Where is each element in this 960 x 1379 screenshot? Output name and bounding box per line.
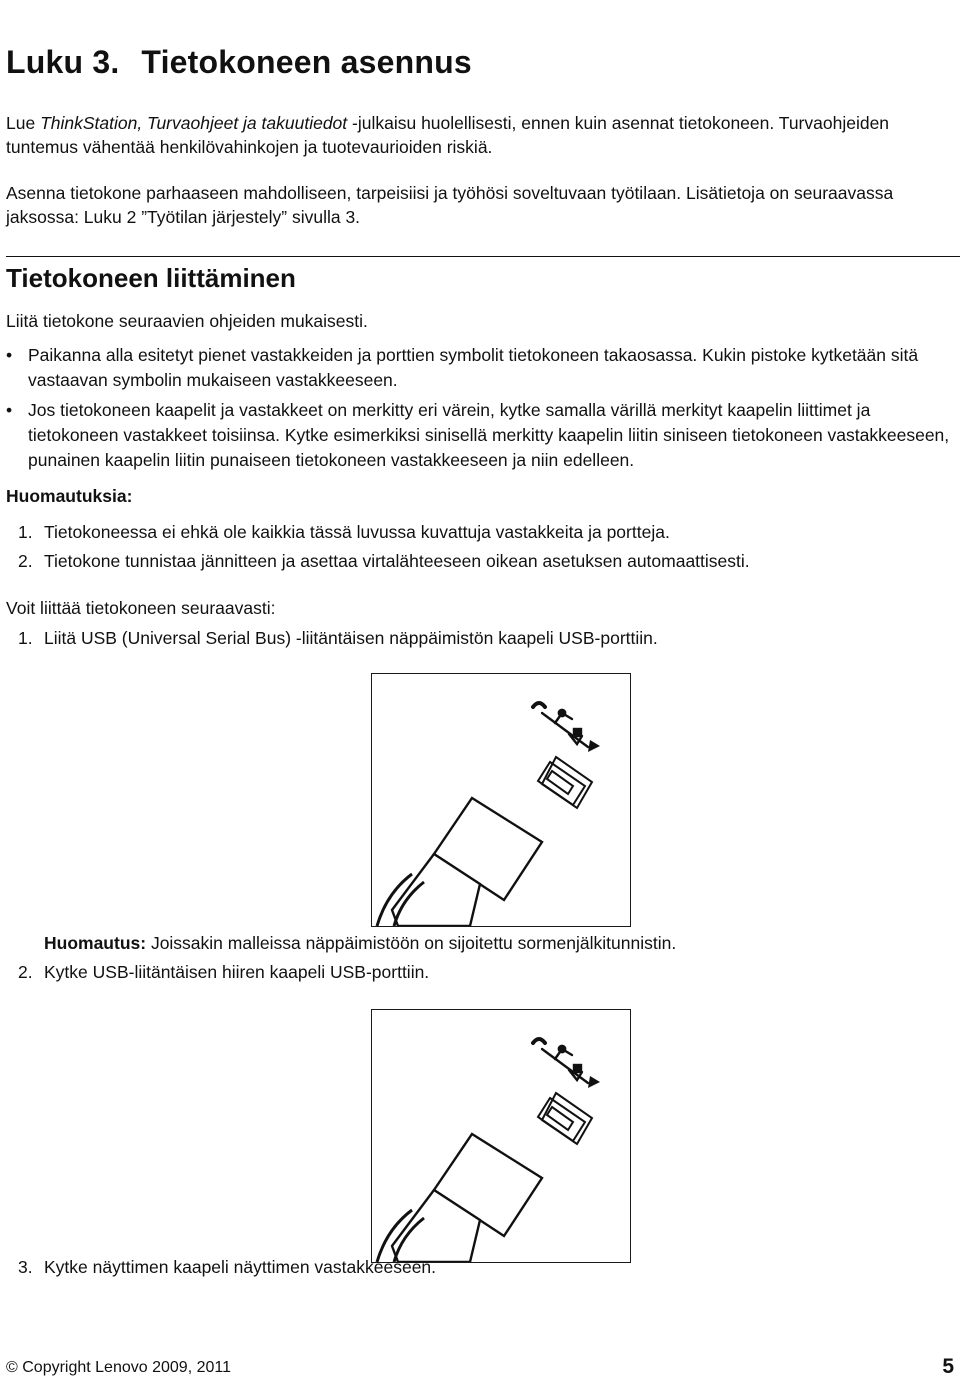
bullet-dot: • <box>6 400 13 420</box>
step1-note-label: Huomautus: <box>44 933 147 953</box>
usb-mouse-figure <box>371 1009 631 1263</box>
step-item <box>18 960 429 984</box>
note-item <box>18 520 670 544</box>
usb-keyboard-figure <box>371 673 631 927</box>
notes-heading: Huomautuksia: <box>6 486 133 506</box>
publication-title: ThinkStation, Turvaohjeet ja takuutiedot <box>40 113 348 133</box>
footer-copyright: © Copyright Lenovo 2009, 2011 <box>6 1359 231 1376</box>
step-number: 1. <box>18 628 33 648</box>
bullet-text: Jos tietokoneen kaapelit ja vastakkeet on merkitty eri värein, kytke samalla värillä merkityt kaapelin liittimet ja tietokoneen vastakkeet toisiinsa. Kytke esimerkiksi sinisellä merkitty kaapelin liitin siniseen tietokoneen vastakkeeseen, punainen kaapelin liitin punaiseen tietokoneen vastakkeeseen ja niin edelleen. <box>28 400 950 470</box>
intro-paragraph-2: Asenna tietokone parhaaseen mahdolliseen, tarpeisiisi ja työhösi soveltuvaan työtilaan. Lisätietoja on seuraavassa jaksossa: Luku 2 ”Työtilan järjestely” sivulla 3. <box>6 183 894 227</box>
bullet-item <box>6 398 956 473</box>
usb-port <box>538 1093 592 1144</box>
chapter-number: Luku 3. <box>6 44 120 80</box>
step1-note <box>44 931 676 955</box>
step-number: 3. <box>18 1257 33 1277</box>
note-text: Tietokone tunnistaa jännitteen ja asettaa virtalähteeseen oikean asetuksen automaattisesti. <box>44 551 750 571</box>
bullet-text: Paikanna alla esitetyt pienet vastakkeiden ja porttien symbolit tietokoneen takaosassa. Kukin pistoke kytketään sitä vastaavan symbolin mukaiseen vastakkeeseen. <box>28 345 919 390</box>
step-item <box>18 1255 436 1279</box>
page-number: 5 <box>942 1355 954 1378</box>
step-item <box>18 626 658 650</box>
step-text: Liitä USB (Universal Serial Bus) -liitäntäisen näppäimistön kaapeli USB-porttiin. <box>44 628 658 648</box>
usb-connection-illustration <box>372 674 630 926</box>
note-number: 1. <box>18 522 33 542</box>
usb-connection-illustration <box>372 1010 630 1262</box>
usb-icon <box>533 703 600 752</box>
intro-paragraph-1 <box>6 111 956 159</box>
usb-icon <box>533 1039 600 1088</box>
section-rule <box>6 256 960 257</box>
steps-lead: Voit liittää tietokoneen seuraavasti: <box>6 598 276 618</box>
note-text: Tietokoneessa ei ehkä ole kaikkia tässä luvussa kuvattuja vastakkeita ja portteja. <box>44 522 670 542</box>
intro-text-before: Lue <box>6 113 41 133</box>
chapter-title <box>6 44 472 81</box>
note-item <box>18 549 750 573</box>
step-text: Kytke USB-liitäntäisen hiiren kaapeli USB-porttiin. <box>44 962 430 982</box>
section-lead: Liitä tietokone seuraavien ohjeiden mukaisesti. <box>6 311 368 331</box>
bullet-dot: • <box>6 345 13 365</box>
section-title: Tietokoneen liittäminen <box>6 263 296 293</box>
note-number: 2. <box>18 551 33 571</box>
chapter-name: Tietokoneen asennus <box>141 44 472 80</box>
bullet-item <box>6 343 956 393</box>
usb-cable-connector <box>377 798 542 926</box>
intro-text-after: -julkaisu huolellisesti, ennen kuin asennat tietokoneen. Turvaohjeiden tuntemus vähentää henkilövahinkojen ja tuotevaurioiden riskiä. <box>6 113 890 157</box>
usb-cable-connector <box>377 1134 542 1262</box>
usb-port <box>538 757 592 808</box>
step-text: Kytke näyttimen kaapeli näyttimen vastakkeeseen. <box>44 1257 437 1277</box>
step-number: 2. <box>18 962 33 982</box>
step1-note-text: Joissakin malleissa näppäimistöön on sijoitettu sormenjälkitunnistin. <box>146 933 677 953</box>
